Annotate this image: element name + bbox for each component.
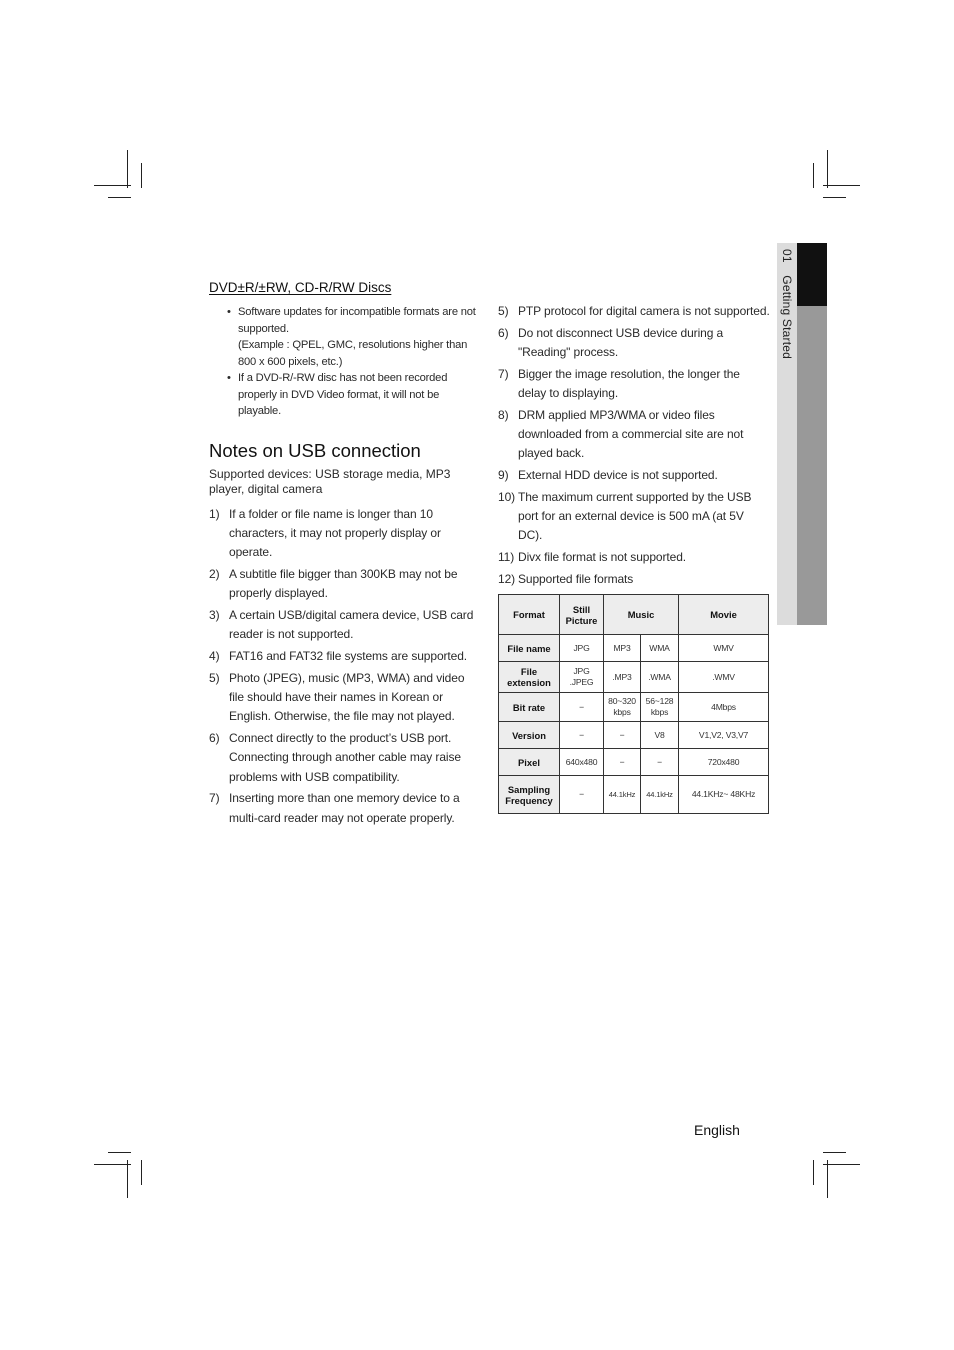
list-item <box>227 304 481 370</box>
table-header-cell: Music <box>604 595 679 635</box>
table-cell: − <box>560 722 604 749</box>
item-number: 12) <box>498 571 516 586</box>
item-number: 1) <box>209 506 220 521</box>
crop-mark <box>141 1160 142 1185</box>
crop-mark <box>823 197 846 198</box>
crop-mark <box>823 1152 846 1153</box>
crop-mark <box>94 1164 131 1165</box>
item-number: 4) <box>209 648 220 663</box>
table-cell: V1,V2, V3,V7 <box>679 722 769 749</box>
item-number: 3) <box>209 607 220 622</box>
table-row <box>499 749 769 776</box>
left-column <box>209 280 481 830</box>
table-row <box>499 776 769 814</box>
table-cell: 44.1kHz <box>604 776 641 814</box>
item-text: PTP protocol for digital camera is not supported. <box>518 304 770 318</box>
table-cell: WMV <box>679 635 769 662</box>
table-cell: .MP3 <box>604 662 641 693</box>
item-number: 2) <box>209 566 220 581</box>
table-cell: 44.1kHz <box>641 776 679 814</box>
row-label-cell: Version <box>499 722 560 749</box>
row-label-cell: File extension <box>499 662 560 693</box>
item-number: 7) <box>498 366 509 381</box>
table-cell: − <box>560 693 604 722</box>
crop-mark <box>813 163 814 188</box>
table-cell: 80~320 kbps <box>604 693 641 722</box>
table-row <box>499 722 769 749</box>
list-item <box>209 565 481 604</box>
bullet-text: If a DVD-R/-RW disc has not been recorded properly in DVD Video format, it will not be playable. <box>238 372 448 417</box>
row-label-cell: Pixel <box>499 749 560 776</box>
item-text: A certain USB/digital camera device, USB card reader is not supported. <box>229 607 474 642</box>
item-text: A subtitle file bigger than 300KB may not be properly displayed. <box>229 566 458 601</box>
table-cell: 56~128 kbps <box>641 693 679 722</box>
table-cell: .WMA <box>641 662 679 693</box>
table-cell: − <box>641 749 679 776</box>
item-number: 9) <box>498 468 509 482</box>
table-cell: − <box>560 776 604 814</box>
chapter-tab-band <box>797 306 827 625</box>
list-item <box>498 324 770 363</box>
crop-mark <box>141 163 142 188</box>
item-text: Photo (JPEG), music (MP3, WMA) and video file should have their names in Korean or English. Otherwise, the file may not played. <box>229 670 465 724</box>
list-item <box>498 466 770 485</box>
crop-mark <box>94 185 131 186</box>
crop-mark <box>108 197 131 198</box>
table-cell: 44.1KHz~ 48KHz <box>679 776 769 814</box>
chapter-tab-marker <box>797 243 827 306</box>
crop-mark <box>813 1160 814 1185</box>
table-cell: 640x480 <box>560 749 604 776</box>
list-item <box>498 570 770 589</box>
item-text: The maximum current supported by the USB port for an external device is 500 mA (at 5V DC). <box>518 489 752 543</box>
table-cell: V8 <box>641 722 679 749</box>
table-cell: JPG .JPEG <box>560 662 604 693</box>
list-item <box>209 606 481 645</box>
row-label-cell: Sampling Frequency <box>499 776 560 814</box>
item-number: 6) <box>498 325 509 340</box>
list-item <box>209 789 481 828</box>
list-item <box>209 729 481 787</box>
item-number: 6) <box>209 730 220 745</box>
chapter-label <box>780 249 794 359</box>
item-number: 8) <box>498 407 509 422</box>
table-cell: JPG <box>560 635 604 662</box>
crop-mark <box>127 1160 128 1198</box>
item-number: 10) <box>498 489 516 504</box>
list-item <box>498 488 770 546</box>
item-text: Divx file format is not supported. <box>518 550 687 564</box>
table-cell: .WMV <box>679 662 769 693</box>
crop-mark <box>823 185 860 186</box>
item-text: Bigger the image resolution, the longer the delay to displaying. <box>518 366 740 400</box>
table-cell: MP3 <box>604 635 641 662</box>
list-item <box>498 302 770 321</box>
table-row <box>499 662 769 693</box>
item-text: Do not disconnect USB device during a "Reading" process. <box>518 325 724 359</box>
table-header-cell: Movie <box>679 595 769 635</box>
item-text: Connect directly to the product’s USB port. Connecting through another cable may raise problems with USB compatibility. <box>229 730 461 784</box>
section-title: Notes on USB connection <box>209 439 421 461</box>
table-cell: 4Mbps <box>679 693 769 722</box>
list-item <box>227 370 481 420</box>
table-header-row <box>499 595 769 635</box>
bullet-example: (Example : QPEL, GMC, resolutions higher than 800 x 600 pixels, etc.) <box>238 339 468 368</box>
supported-devices-text: Supported devices: USB storage media, MP3 player, digital camera <box>209 466 451 496</box>
usb-notes-list-continued <box>498 302 770 589</box>
table-header-cell: Still Picture <box>560 595 604 635</box>
footer-language: English <box>694 1122 740 1138</box>
list-item <box>498 365 770 404</box>
table-row <box>499 635 769 662</box>
item-text: Supported file formats <box>518 571 634 586</box>
item-text: DRM applied MP3/WMA or video files downloaded from a commercial site are not played back. <box>518 407 744 461</box>
table-cell: WMA <box>641 635 679 662</box>
item-text: Inserting more than one memory device to a multi-card reader may not operate properly. <box>229 791 460 825</box>
item-number: 7) <box>209 791 220 806</box>
item-text: External HDD device is not supported. <box>518 468 718 482</box>
item-number: 5) <box>209 670 220 685</box>
chapter-title: Getting Started <box>780 275 794 360</box>
crop-mark <box>108 1152 131 1153</box>
item-number: 11) <box>498 550 515 564</box>
list-item <box>498 548 770 567</box>
list-item <box>209 647 481 666</box>
list-item <box>209 505 481 563</box>
table-cell: − <box>604 722 641 749</box>
table-row <box>499 693 769 722</box>
item-text: FAT16 and FAT32 file systems are supported. <box>229 648 468 663</box>
disc-notes-list <box>209 304 481 420</box>
item-number: 5) <box>498 304 509 318</box>
table-cell: − <box>604 749 641 776</box>
row-label-cell: File name <box>499 635 560 662</box>
chapter-number: 01 <box>780 249 794 263</box>
crop-mark <box>827 1160 828 1198</box>
disc-subheading: DVD±R/±RW, CD-R/RW Discs <box>209 280 392 295</box>
bullet-text: Software updates for incompatible formats are not supported. <box>238 306 476 335</box>
crop-mark <box>127 150 128 188</box>
table-cell: 720x480 <box>679 749 769 776</box>
table-header-cell: Format <box>499 595 560 635</box>
usb-notes-list <box>209 505 481 829</box>
list-item <box>498 406 770 464</box>
item-text: If a folder or file name is longer than 10 characters, it may not properly display or operate. <box>229 506 441 560</box>
crop-mark <box>827 150 828 188</box>
supported-formats-table <box>498 594 769 814</box>
right-column <box>498 302 770 814</box>
list-item <box>209 669 481 727</box>
crop-mark <box>823 1164 860 1165</box>
row-label-cell: Bit rate <box>499 693 560 722</box>
